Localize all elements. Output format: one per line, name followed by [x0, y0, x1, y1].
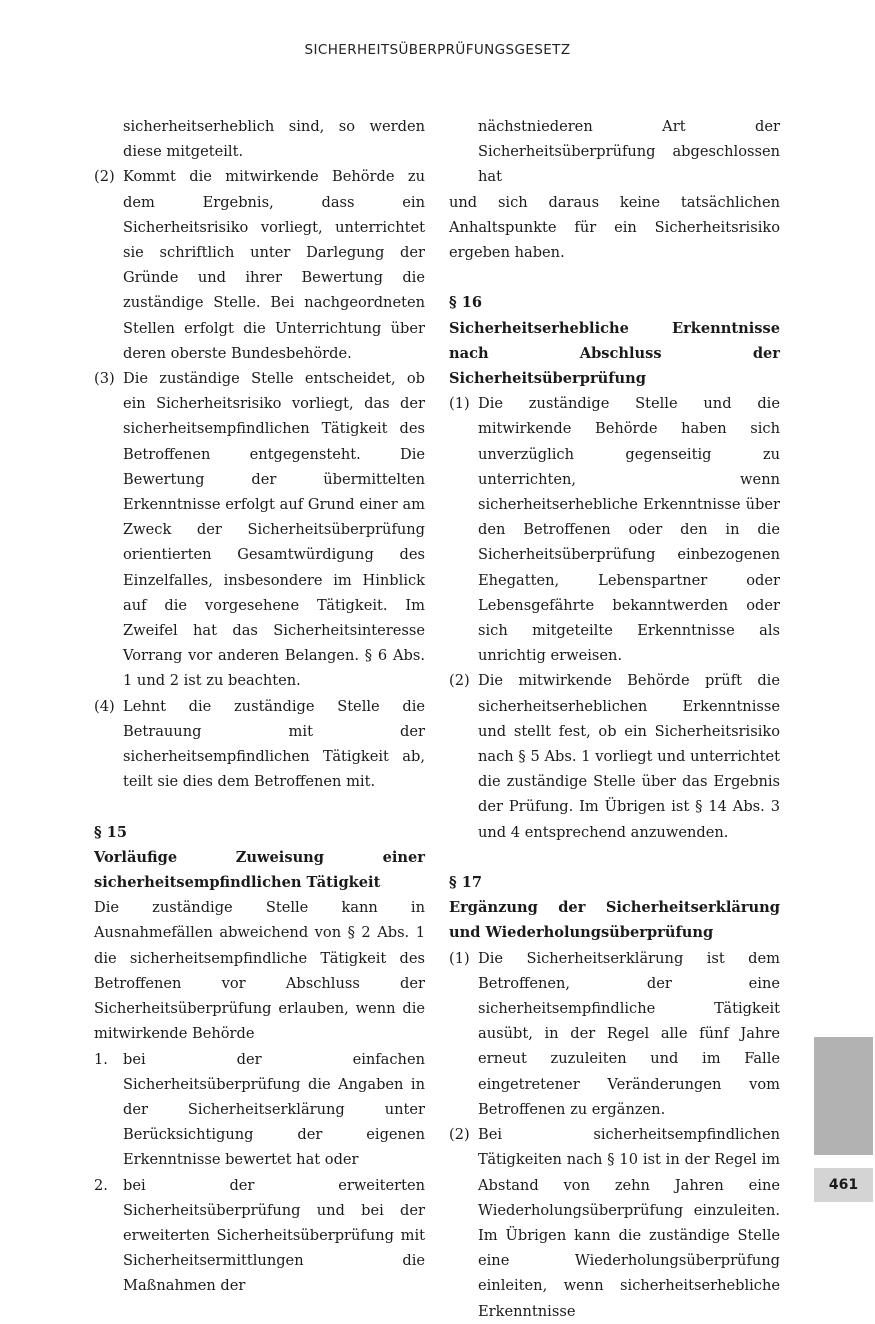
list-item: [449, 946, 780, 1122]
list-item: [449, 391, 780, 668]
item-text: Die mitwirkende Behörde prüft die sicherheitserheblichen Erkenntnisse und stellt fest, ob ein Sicherheitsrisiko nach § 5 Abs. 1 vorliegt und unterrichtet die zuständige Stelle über das Ergebnis der Prüfung. Im Übrigen ist § 14 Abs. 3 und 4 entsprechend anzuwenden.: [478, 672, 780, 841]
item-number: (2): [94, 168, 115, 186]
item-text: Die zuständige Stelle entscheidet, ob ein Sicherheitsrisiko vorliegt, das der sicherheitsempfindlichen Tätigkeit des Betroffenen entgegensteht. Die Bewertung der übermittelten Erkenntnisse erfolgt auf Grund einer am Zweck der Sicherheitsüberprüfung orientierten Gesamtwürdigung des Einzelfalles, insbesondere im Hinblick auf die vorgesehene Tätigkeit. Im Zweifel hat das Sicherheitsinteresse Vorrang vor anderen Belangen. § 6 Abs. 1 und 2 ist zu beachten.: [123, 370, 425, 690]
section-17-number: § 17: [449, 874, 483, 892]
item-number: 1.: [94, 1050, 108, 1068]
item-text: Die Sicherheitserklärung ist dem Betroffenen, der eine sicherheitsempfindliche Tätigkeit ausübt, in der Regel alle fünf Jahre erneut zuzuleiten und im Falle eingetretener Veränderungen vom Betroffenen zu ergänzen.: [478, 949, 780, 1118]
page-number: 461: [814, 1168, 873, 1202]
list-item: [449, 1122, 780, 1324]
continuation-text: sicherheitserheblich sind, so werden diese mitgeteilt.: [123, 118, 425, 161]
list-item: [94, 366, 425, 694]
item-text: Lehnt die zuständige Stelle die Betrauung mit der sicherheitsempfindlichen Tätigkeit ab, teilt sie dies dem Betroffenen mit.: [123, 697, 425, 791]
section-16-number: § 16: [449, 294, 483, 312]
chapter-tab: [814, 1037, 873, 1155]
left-column: [94, 114, 425, 1299]
item-text: bei der erweiterten Sicherheitsüberprüfung und bei der erweiterten Sicherheitsüberprüfung mit Sicherheitsermittlungen die Maßnahmen der: [123, 1176, 425, 1295]
item-text: Die zuständige Stelle und die mitwirkende Behörde haben sich unverzüglich gegenseitig zu unterrichten, wenn sicherheitserhebliche Erkenntnisse über den Betroffenen oder den in die Sicherheitsüberprüfung einbezogenen Ehegatten, Lebenspartner oder Lebensgefährte bekanntwerden oder sich mitgeteilte Erkenntnisse als unrichtig erweisen.: [478, 395, 780, 665]
section-15-number: § 15: [94, 823, 128, 841]
item-number: (1): [449, 949, 470, 967]
list-item: [94, 1047, 425, 1173]
item-number: 2.: [94, 1176, 108, 1194]
continuation-text: nächstniederen Art der Sicherheitsüberprüfung abgeschlossen hat: [478, 118, 780, 186]
item-number: (2): [449, 672, 470, 690]
list-item: [94, 164, 425, 366]
item-text: Kommt die mitwirkende Behörde zu dem Ergebnis, dass ein Sicherheitsrisiko vorliegt, unterrichtet sie schriftlich unter Darlegung der Gründe und ihrer Bewertung die zuständige Stelle. Bei nachgeordneten Stellen erfolgt die Unterrichtung über deren oberste Bundesbehörde.: [123, 168, 425, 362]
list-item: [449, 668, 780, 844]
section-15-title: Vorläufige Zuweisung einer sicherheitsempfindlichen Tätigkeit: [94, 848, 425, 892]
right-column: [449, 114, 780, 1324]
item-number: (3): [94, 370, 115, 388]
section-16-title: Sicherheitserhebliche Erkenntnisse nach Abschluss der Sicherheitsüberprüfung: [449, 319, 780, 388]
item-number: (1): [449, 395, 470, 413]
section-15-intro: Die zuständige Stelle kann in Ausnahmefällen abweichend von § 2 Abs. 1 die sicherheitsempfindliche Tätigkeit des Betroffenen vor Abschluss der Sicherheitsüberprüfung erlauben, wenn die mitwirkende Behörde: [94, 899, 425, 1043]
item-text: bei der einfachen Sicherheitsüberprüfung die Angaben in der Sicherheitserklärung unter Berücksichtigung der eigenen Erkenntnisse bewertet hat oder: [123, 1050, 425, 1169]
item-text: Bei sicherheitsempfindlichen Tätigkeiten nach § 10 ist in der Regel im Abstand von zehn Jahren eine Wiederholungsüberprüfung einzuleiten. Im Übrigen kann die zuständige Stelle eine Wiederholungsüberprüfung einleiten, wenn sicherheitserhebliche Erkenntnisse: [478, 1126, 780, 1320]
running-header: SICHERHEITSÜBERPRÜFUNGSGESETZ: [304, 42, 571, 58]
item-number: (4): [94, 697, 115, 715]
list-item: [94, 1173, 425, 1299]
section-17-title: Ergänzung der Sicherheitserklärung und Wiederholungsüberprüfung: [449, 899, 780, 942]
continuation-tail: und sich daraus keine tatsächlichen Anhaltspunkte für ein Sicherheitsrisiko ergeben haben.: [449, 193, 780, 262]
item-number: (2): [449, 1126, 470, 1144]
list-item: [94, 694, 425, 795]
